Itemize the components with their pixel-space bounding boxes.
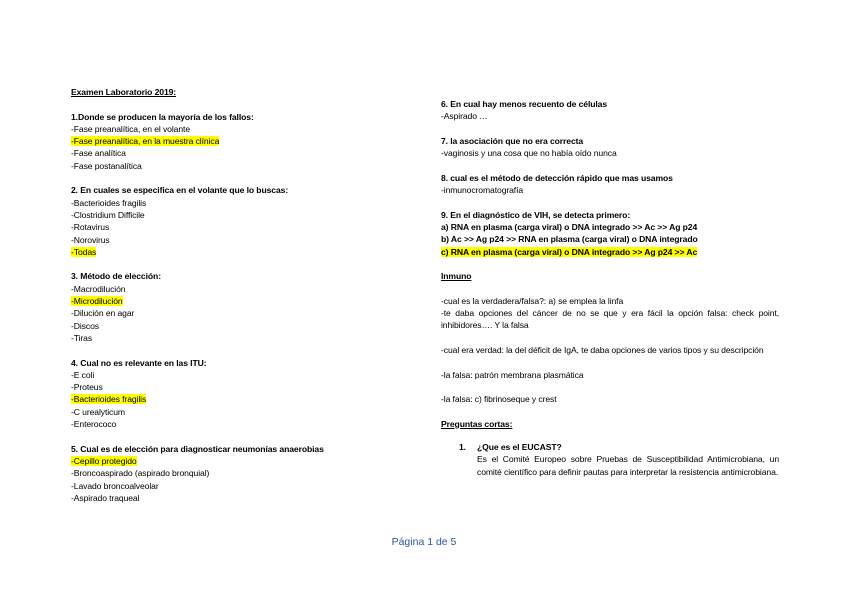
question-1-option: -Fase analítica	[71, 148, 126, 159]
question-1-option: -Fase preanalítica, en el volante	[71, 123, 190, 134]
short-question-item	[459, 441, 779, 478]
right-column	[441, 98, 779, 478]
question-3-option: -Discos	[71, 320, 99, 331]
question-9-heading: 9. En el diagnóstico de VIH, se detecta primero:	[441, 209, 631, 220]
question-2-option: -Clostridium Difficile	[71, 209, 145, 220]
question-5-heading: 5. Cual es de elección para diagnosticar neumonías anaerobias	[71, 443, 324, 454]
question-2-option: -Norovirus	[71, 234, 110, 245]
question-4-option: -E coli	[71, 369, 95, 380]
inmuno-item: -la falsa: patrón membrana plasmática	[441, 369, 584, 380]
question-4-heading: 4. Cual no es relevante en las ITU:	[71, 357, 207, 368]
question-8-heading: 8. cual es el método de detección rápido que mas usamos	[441, 172, 673, 183]
inmuno-item: -cual era verdad: la del déficit de IgA, te daba opciones de varios tipos y su descripción	[441, 344, 764, 355]
question-7-answer: -vaginosis y una cosa que no había oído nunca	[441, 148, 617, 159]
short-question-text: ¿Que es el EUCAST?	[477, 442, 562, 453]
question-1-option-highlighted: -Fase preanalítica, en la muestra clínica	[71, 136, 220, 147]
short-questions-title: Preguntas cortas:	[441, 418, 513, 429]
question-4-option: -Proteus	[71, 382, 103, 393]
question-9-option-highlighted: c) RNA en plasma (carga viral) o DNA integrado >> Ag p24 >> Ac	[441, 246, 698, 257]
question-9-option: a) RNA en plasma (carga viral) o DNA integrado >> Ac >> Ag p24	[441, 221, 698, 232]
inmuno-item: -la falsa: c) fibrinoseque y crest	[441, 394, 557, 405]
question-4-option-highlighted: -Bacterioides fragilis	[71, 394, 147, 405]
question-3-option-highlighted: -Microdilución	[71, 296, 123, 307]
question-4-option: -C urealyticum	[71, 406, 125, 417]
question-5-option: -Aspirado traqueal	[71, 492, 140, 503]
inmuno-title: Inmuno	[441, 271, 472, 282]
question-1-option: -Fase postanalítica	[71, 160, 142, 171]
question-3-option: -Dilución en agar	[71, 308, 135, 319]
exam-title: Examen Laboratorio 2019:	[71, 87, 177, 97]
question-3-heading: 3. Método de elección:	[71, 271, 161, 282]
inmuno-item: -te daba opciones del cáncer de no se que y era fácil la opción falsa: check point, inhibidores…. Y la falsa	[441, 308, 779, 331]
question-8-answer: -inmunocromatografía	[441, 185, 524, 196]
question-9-option: b) Ac >> Ag p24 >> RNA en plasma (carga viral) o DNA integrado	[441, 234, 698, 245]
question-6-heading: 6. En cual hay menos recuento de células	[441, 99, 608, 109]
question-5-option-highlighted: -Cepillo protegido	[71, 455, 137, 466]
question-2-option-highlighted: -Todas	[71, 246, 97, 257]
question-3-option: -Macrodilución	[71, 283, 126, 294]
question-4-option: -Enterococo	[71, 419, 117, 430]
question-2-option: -Rotavirus	[71, 222, 110, 233]
short-question-number: 1.	[459, 442, 466, 453]
short-question-answer: Es el Comité Europeo sobre Pruebas de Susceptibilidad Antimicrobiana, un comité científico para definir pautas para interpretar la resistencia antimicrobiana.	[477, 454, 779, 477]
question-1-heading: 1.Donde se producen la mayoría de los fallos:	[71, 111, 254, 122]
question-3-option: -Tiras	[71, 332, 93, 343]
left-column	[71, 86, 416, 504]
question-5-option: -Broncoaspirado (aspirado bronquial)	[71, 468, 210, 479]
page-number-footer: Página 1 de 5	[391, 536, 457, 548]
question-5-option: -Lavado broncoalveolar	[71, 480, 159, 491]
question-7-heading: 7. la asociación que no era correcta	[441, 135, 584, 146]
question-6-answer: -Aspirado …	[441, 111, 488, 122]
question-2-option: -Bacterioides fragilis	[71, 197, 147, 208]
question-2-heading: 2. En cuales se especifica en el volante que lo buscas:	[71, 185, 289, 196]
inmuno-item: -cual es la verdadera/falsa?: a) se emplea la linfa	[441, 295, 624, 306]
